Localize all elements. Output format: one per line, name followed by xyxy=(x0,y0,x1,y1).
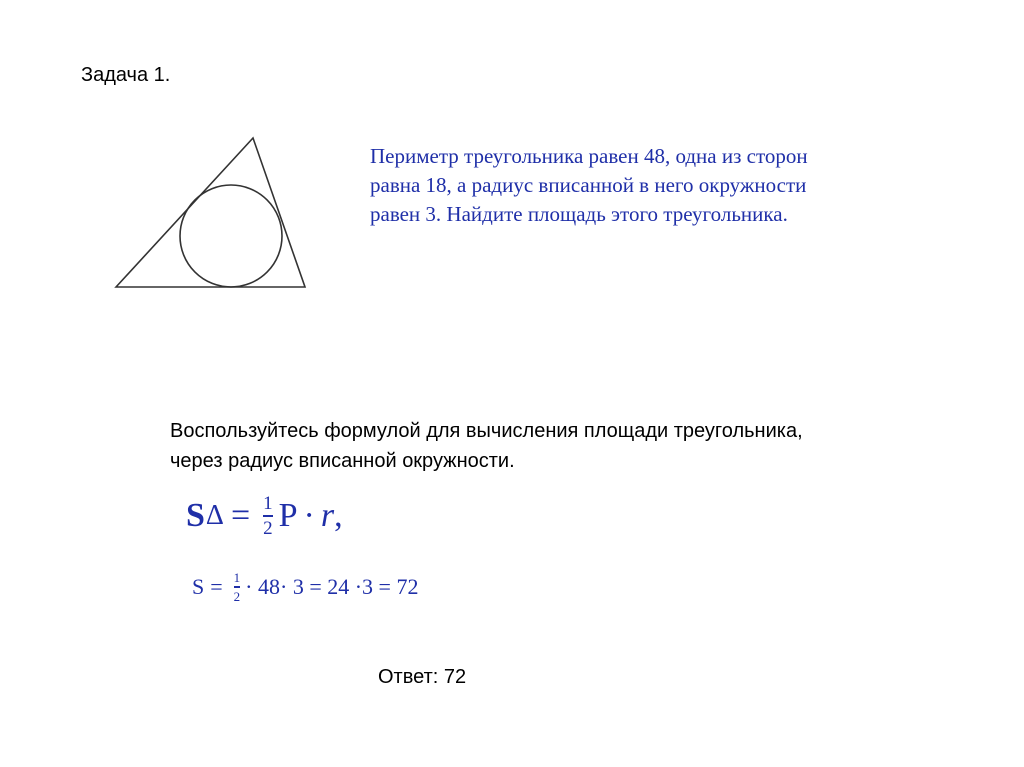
fraction-bar xyxy=(234,586,241,588)
formula-s: S xyxy=(186,497,205,534)
solution-s: S xyxy=(192,573,205,599)
problem-line: равен 3. Найдите площадь этого треугольника. xyxy=(370,202,788,226)
formula-comma: , xyxy=(334,497,343,534)
hint-line: через радиус вписанной окружности. xyxy=(170,450,515,472)
formula-equals: = xyxy=(230,497,251,534)
fraction-numerator: 1 xyxy=(263,493,273,514)
fraction-numerator: 1 xyxy=(233,570,241,585)
task-title: Задача 1. xyxy=(81,64,171,86)
formula-fraction xyxy=(263,494,273,538)
hint-line: Воспользуйтесь формулой для вычисления площади треугольника, xyxy=(170,420,803,442)
formula-dot: · xyxy=(303,497,315,534)
formula-delta: Δ xyxy=(205,500,224,531)
solution-fraction xyxy=(234,571,241,603)
inscribed-circle xyxy=(180,185,282,287)
fraction-denominator: 2 xyxy=(263,518,273,539)
hint-text xyxy=(170,416,803,476)
solution-formula xyxy=(192,571,418,603)
formula-r: r xyxy=(320,497,335,534)
area-formula xyxy=(186,494,343,538)
solution-rest: · 48· 3 = 24 ·3 = 72 xyxy=(245,573,419,599)
answer-text: Ответ: 72 xyxy=(378,666,467,688)
problem-line: равна 18, а радиус вписанной в него окружности xyxy=(370,173,807,197)
formula-p: P xyxy=(278,497,298,534)
problem-statement xyxy=(370,142,930,229)
solution-equals: = xyxy=(210,573,223,599)
fraction-bar xyxy=(263,515,273,517)
fraction-denominator: 2 xyxy=(233,588,241,604)
problem-line: Периметр треугольника равен 48, одна из сторон xyxy=(370,144,808,168)
